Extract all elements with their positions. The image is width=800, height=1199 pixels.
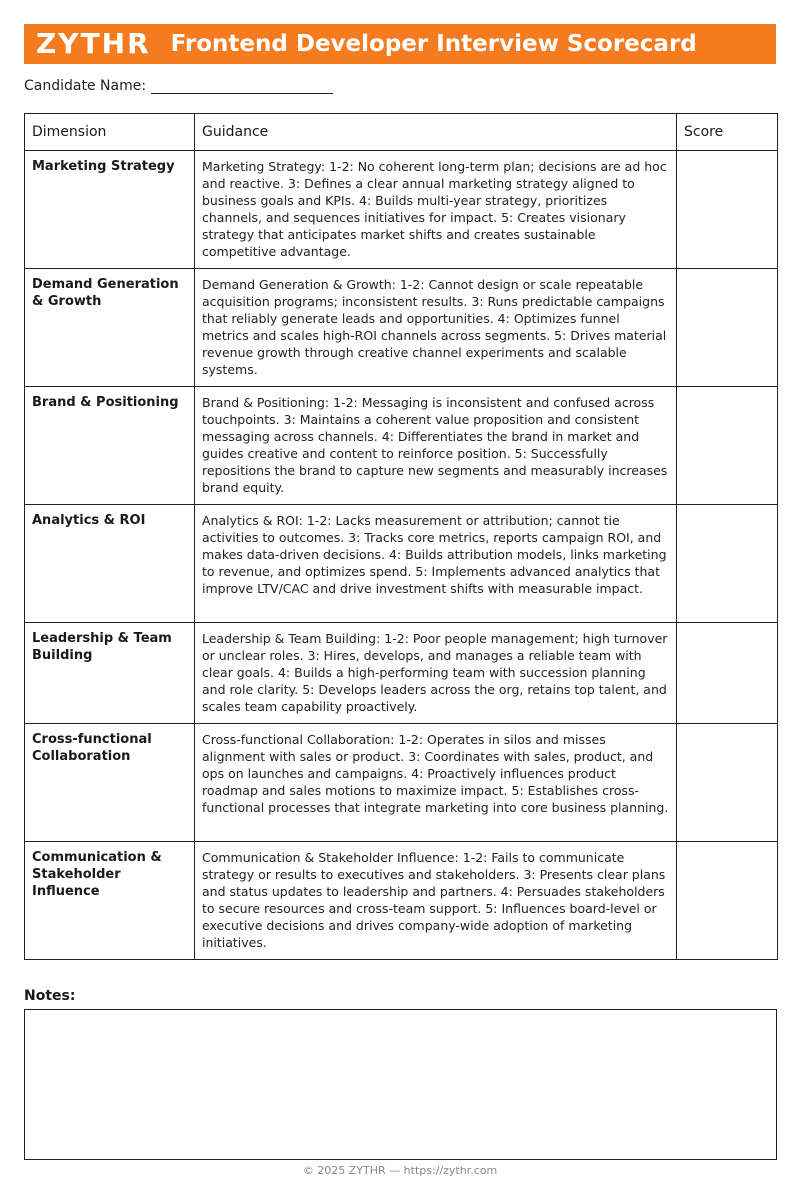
- dimension-cell: Communication & Stakeholder Influence: [25, 842, 195, 960]
- score-cell[interactable]: [677, 387, 778, 505]
- score-cell[interactable]: [677, 151, 778, 269]
- score-cell[interactable]: [677, 724, 778, 842]
- score-cell[interactable]: [677, 623, 778, 724]
- scorecard-table: [24, 113, 778, 960]
- column-header-dimension: Dimension: [25, 114, 195, 151]
- candidate-name-field[interactable]: [151, 78, 333, 94]
- score-cell[interactable]: [677, 842, 778, 960]
- table-row: [25, 387, 778, 505]
- page-title: Frontend Developer Interview Scorecard: [170, 31, 697, 57]
- dimension-cell: Demand Generation & Growth: [25, 269, 195, 387]
- footer-text: © 2025 ZYTHR — https://zythr.com: [302, 1164, 498, 1177]
- score-cell[interactable]: [677, 505, 778, 623]
- dimension-cell: Brand & Positioning: [25, 387, 195, 505]
- dimension-cell: Cross-functional Collaboration: [25, 724, 195, 842]
- guidance-cell: Demand Generation & Growth: 1-2: Cannot design or scale repeatable acquisition programs; inconsistent results. 3: Runs predictable campaigns that reliably generate leads and opportunities. 4: Optimizes funnel metrics and scales high-ROI channels across segments. 5: Drives material revenue growth through creative channel experiments and scalable systems.: [195, 269, 677, 387]
- zythr-logo: ZYTHR: [36, 27, 151, 60]
- score-cell[interactable]: [677, 269, 778, 387]
- dimension-cell: Leadership & Team Building: [25, 623, 195, 724]
- table-row: [25, 269, 778, 387]
- guidance-cell: Leadership & Team Building: 1-2: Poor people management; high turnover or unclear roles. 3: Hires, develops, and manages a reliable team with clear goals. 4: Builds a high-performing team with succession planning and role clarity. 5: Develops leaders across the org, retains top talent, and scales team capability proactively.: [195, 623, 677, 724]
- candidate-name-label: Candidate Name:: [24, 78, 147, 94]
- guidance-cell: Brand & Positioning: 1-2: Messaging is inconsistent and confused across touchpoints. 3: Maintains a coherent value proposition and consistent messaging across channels. 4: Differentiates the brand in market and guides creative and content to reinforce position. 5: Successfully repositions the brand to capture new segments and measurably increases brand equity.: [195, 387, 677, 505]
- guidance-cell: Analytics & ROI: 1-2: Lacks measurement or attribution; cannot tie activities to outcomes. 3: Tracks core metrics, reports campaign ROI, and makes data-driven decisions. 4: Builds attribution models, links marketing to revenue, and optimizes spend. 5: Implements advanced analytics that improve LTV/CAC and drive investment shifts with measurable impact.: [195, 505, 677, 623]
- guidance-cell: Cross-functional Collaboration: 1-2: Operates in silos and misses alignment with sales or product. 3: Coordinates with sales, product, and ops on launches and campaigns. 4: Proactively influences product roadmap and sales motions to maximize impact. 5: Establishes cross-functional processes that integrate marketing into core business planning.: [195, 724, 677, 842]
- notes-box[interactable]: [24, 1009, 777, 1160]
- notes-label: Notes:: [24, 988, 76, 1004]
- column-header-score: Score: [677, 114, 778, 151]
- table-row: [25, 151, 778, 269]
- column-header-guidance: Guidance: [195, 114, 677, 151]
- dimension-cell: Marketing Strategy: [25, 151, 195, 269]
- header-bar: [24, 24, 776, 64]
- table-header-row: [25, 114, 778, 151]
- table-row: [25, 842, 778, 960]
- dimension-cell: Analytics & ROI: [25, 505, 195, 623]
- table-row: [25, 505, 778, 623]
- table-row: [25, 623, 778, 724]
- guidance-cell: Marketing Strategy: 1-2: No coherent long-term plan; decisions are ad hoc and reactive. 3: Defines a clear annual marketing strategy aligned to business goals and KPIs. 4: Builds multi-year strategy, prioritizes channels, and sequences initiatives for impact. 5: Creates visionary strategy that anticipates market shifts and creates sustainable competitive advantage.: [195, 151, 677, 269]
- candidate-name-row: [24, 78, 333, 94]
- guidance-cell: Communication & Stakeholder Influence: 1-2: Fails to communicate strategy or results to executives and stakeholders. 3: Presents clear plans and status updates to leadership and partners. 4: Persuades stakeholders to secure resources and cross-team support. 5: Influences board-level or executive decisions and drives company-wide adoption of marketing initiatives.: [195, 842, 677, 960]
- table-row: [25, 724, 778, 842]
